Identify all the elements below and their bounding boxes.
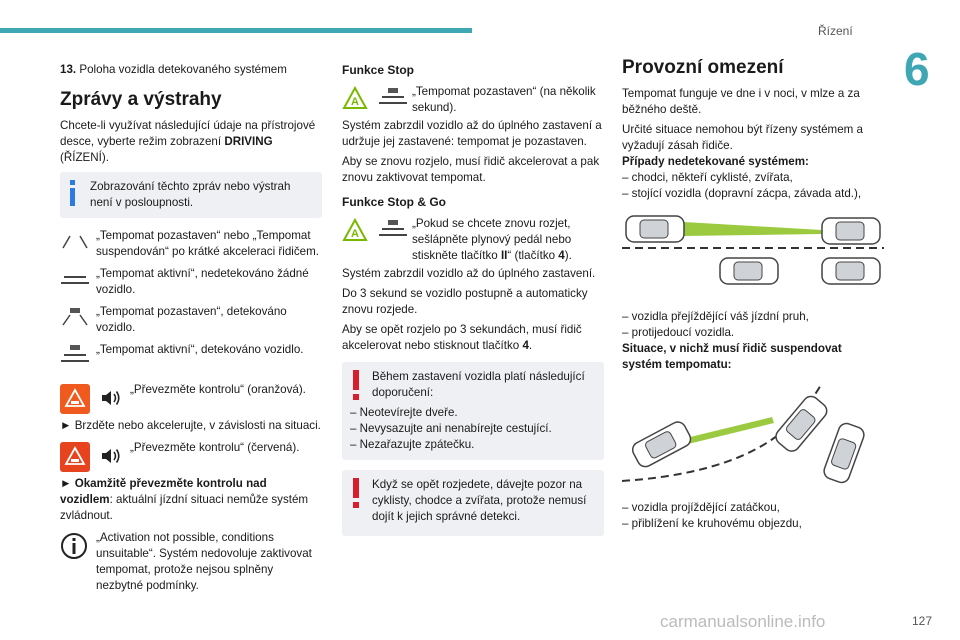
column-left bbox=[60, 62, 322, 596]
alert-red-icon bbox=[60, 442, 90, 472]
suspend-heading: Situace, v nichž musí řidič suspendovat systém tempomatu: bbox=[622, 342, 842, 371]
vehicle-detected-icon bbox=[378, 218, 408, 238]
lane-bars-icon bbox=[60, 268, 90, 288]
top-accent-bar bbox=[0, 28, 472, 33]
lane-lines-icon bbox=[60, 230, 90, 250]
limits-paragraph-1: Tempomat funguje ve dne i v noci, v mlze a za běžného deště. bbox=[622, 87, 860, 116]
message-active-no-vehicle: „Tempomat aktivní“, nedetekováno žádné vozidlo. bbox=[60, 266, 322, 298]
warning-item: – Nezařazujte zpátečku. bbox=[350, 438, 475, 451]
car-icon bbox=[720, 258, 778, 284]
car-icon bbox=[822, 421, 866, 484]
cruise-green-icon bbox=[342, 218, 368, 242]
info-note: Zobrazování těchto zpráv nebo výstrah není v posloupnosti. bbox=[60, 172, 322, 218]
info-circle-icon bbox=[60, 532, 88, 560]
brake-instruction: ► Brzděte nebo akcelerujte, v závislosti na situaci. bbox=[60, 419, 321, 432]
car-icon bbox=[630, 419, 693, 469]
warning-icon bbox=[352, 478, 360, 508]
warning-item: – Nevysazujte ani nenabírejte cestující. bbox=[350, 422, 552, 435]
vehicle-active-icon bbox=[60, 344, 90, 364]
message-active-vehicle: „Tempomat aktivní“, detekováno vozidlo. bbox=[60, 342, 322, 372]
message-takeover-orange: „Převezměte kontrolu“ (oranžová). bbox=[60, 382, 322, 416]
stop-paragraph-1: Systém zabrzdil vozidlo až do úplného zastavení a udržuje jej zastavené: tempomat je pozastaven. bbox=[342, 119, 602, 148]
list-item: – protijedoucí vozidla. bbox=[622, 326, 735, 339]
heading-limits: Provozní omezení bbox=[622, 57, 784, 78]
car-icon bbox=[773, 393, 830, 454]
stop-paragraph-2: Aby se znovu rozjelo, musí řidič akcelerovat a pak znovu zaktivovat tempomat. bbox=[342, 155, 600, 184]
page-number: 127 bbox=[911, 614, 932, 628]
message-paused-vehicle: „Tempomat pozastaven“, detekováno vozidlo. bbox=[60, 304, 322, 336]
warning-item: – Neotevírejte dveře. bbox=[350, 406, 458, 419]
heading-messages: Zprávy a výstrahy bbox=[60, 89, 222, 110]
undetected-heading: Případy nedetekované systémem: bbox=[622, 155, 809, 168]
column-right bbox=[622, 57, 884, 532]
warning-icon bbox=[352, 370, 360, 400]
alert-orange-icon bbox=[60, 384, 90, 414]
column-middle bbox=[342, 62, 604, 546]
list-item: – vozidla přejíždějící váš jízdní pruh, bbox=[622, 310, 809, 323]
list-item: – chodci, někteří cyklisté, zvířata, bbox=[622, 171, 793, 184]
info-icon bbox=[68, 180, 77, 206]
intro-text: Chcete-li využívat následující údaje na přístrojové desce, vyberte režim zobrazení DRIVING (ŘÍZENÍ). bbox=[60, 119, 316, 164]
speaker-icon bbox=[100, 446, 122, 466]
warning-restart: Když se opět rozjedete, dávejte pozor na cyklisty, chodce a zvířata, protože nemusí dojít k jejich správné detekci. bbox=[342, 470, 604, 536]
car-icon bbox=[822, 258, 880, 284]
svg-text:A: A bbox=[351, 96, 359, 108]
message-stop-go: A „Pokud se chcete znovu rozjet, sešlápněte plynový pedál nebo stiskněte tlačítko II“ (tlačítko 4). bbox=[342, 216, 604, 264]
list-item: – stojící vozidla (dopravní zácpa, závada atd.), bbox=[622, 187, 862, 200]
takeover-instruction: ► Okamžitě převezměte kontrolu nad vozidlem: aktuální jízdní situaci nemůže systém zvládnout. bbox=[60, 477, 309, 522]
vehicle-detected-icon bbox=[60, 306, 90, 326]
stopped-vehicles-illustration bbox=[622, 208, 884, 294]
list-item: – přiblížení ke kruhovému objezdu, bbox=[622, 517, 802, 530]
go-paragraph-3: Aby se opět rozjelo po 3 sekundách, musí řidič akcelerovat nebo stisknout tlačítko 4. bbox=[342, 323, 582, 352]
message-paused: „Tempomat pozastaven“ nebo „Tempomat suspendován“ po krátké akceleraci řidičem. bbox=[60, 228, 322, 260]
go-paragraph-2: Do 3 sekund se vozidlo postupně a automaticky znovu rozjede. bbox=[342, 287, 588, 316]
heading-stop-go: Funkce Stop & Go bbox=[342, 195, 447, 209]
list-item: – vozidla projíždějící zatáčkou, bbox=[622, 501, 780, 514]
chapter-number: 6 bbox=[904, 43, 930, 95]
car-icon bbox=[822, 218, 880, 244]
vehicle-detected-icon bbox=[378, 86, 408, 106]
svg-text:A: A bbox=[351, 228, 359, 240]
cruise-green-icon bbox=[342, 86, 368, 110]
curve-vehicles-illustration bbox=[622, 383, 884, 487]
warning-stopped: Během zastavení vozidla platí následující doporučení: – Neotevírejte dveře. – Nevysazujte ani nenabírejte cestující. – Nezařazujte zpátečku. bbox=[342, 362, 604, 460]
speaker-icon bbox=[100, 388, 122, 408]
section-title: Řízení bbox=[818, 24, 853, 38]
message-takeover-red: „Převezměte kontrolu“ (červená). bbox=[60, 440, 322, 474]
go-paragraph-1: Systém zabrzdil vozidlo až do úplného zastavení. bbox=[342, 267, 596, 280]
limits-paragraph-2: Určité situace nemohou být řízeny systémem a vyžadují zásah řidiče. bbox=[622, 123, 863, 152]
message-activation-not-possible: „Activation not possible, conditions unsuitable“. Systém nedovoluje zaktivovat tempomat, protože nejsou splněny nezbytné podmínky. bbox=[60, 530, 322, 594]
item-13: 13. Poloha vozidla detekovaného systémem bbox=[60, 63, 287, 76]
car-icon bbox=[626, 216, 684, 242]
heading-stop: Funkce Stop bbox=[342, 63, 415, 77]
message-stop: A „Tempomat pozastaven“ (na několik sekund). bbox=[342, 84, 604, 116]
watermark: carmanualsonline.info bbox=[660, 612, 826, 631]
